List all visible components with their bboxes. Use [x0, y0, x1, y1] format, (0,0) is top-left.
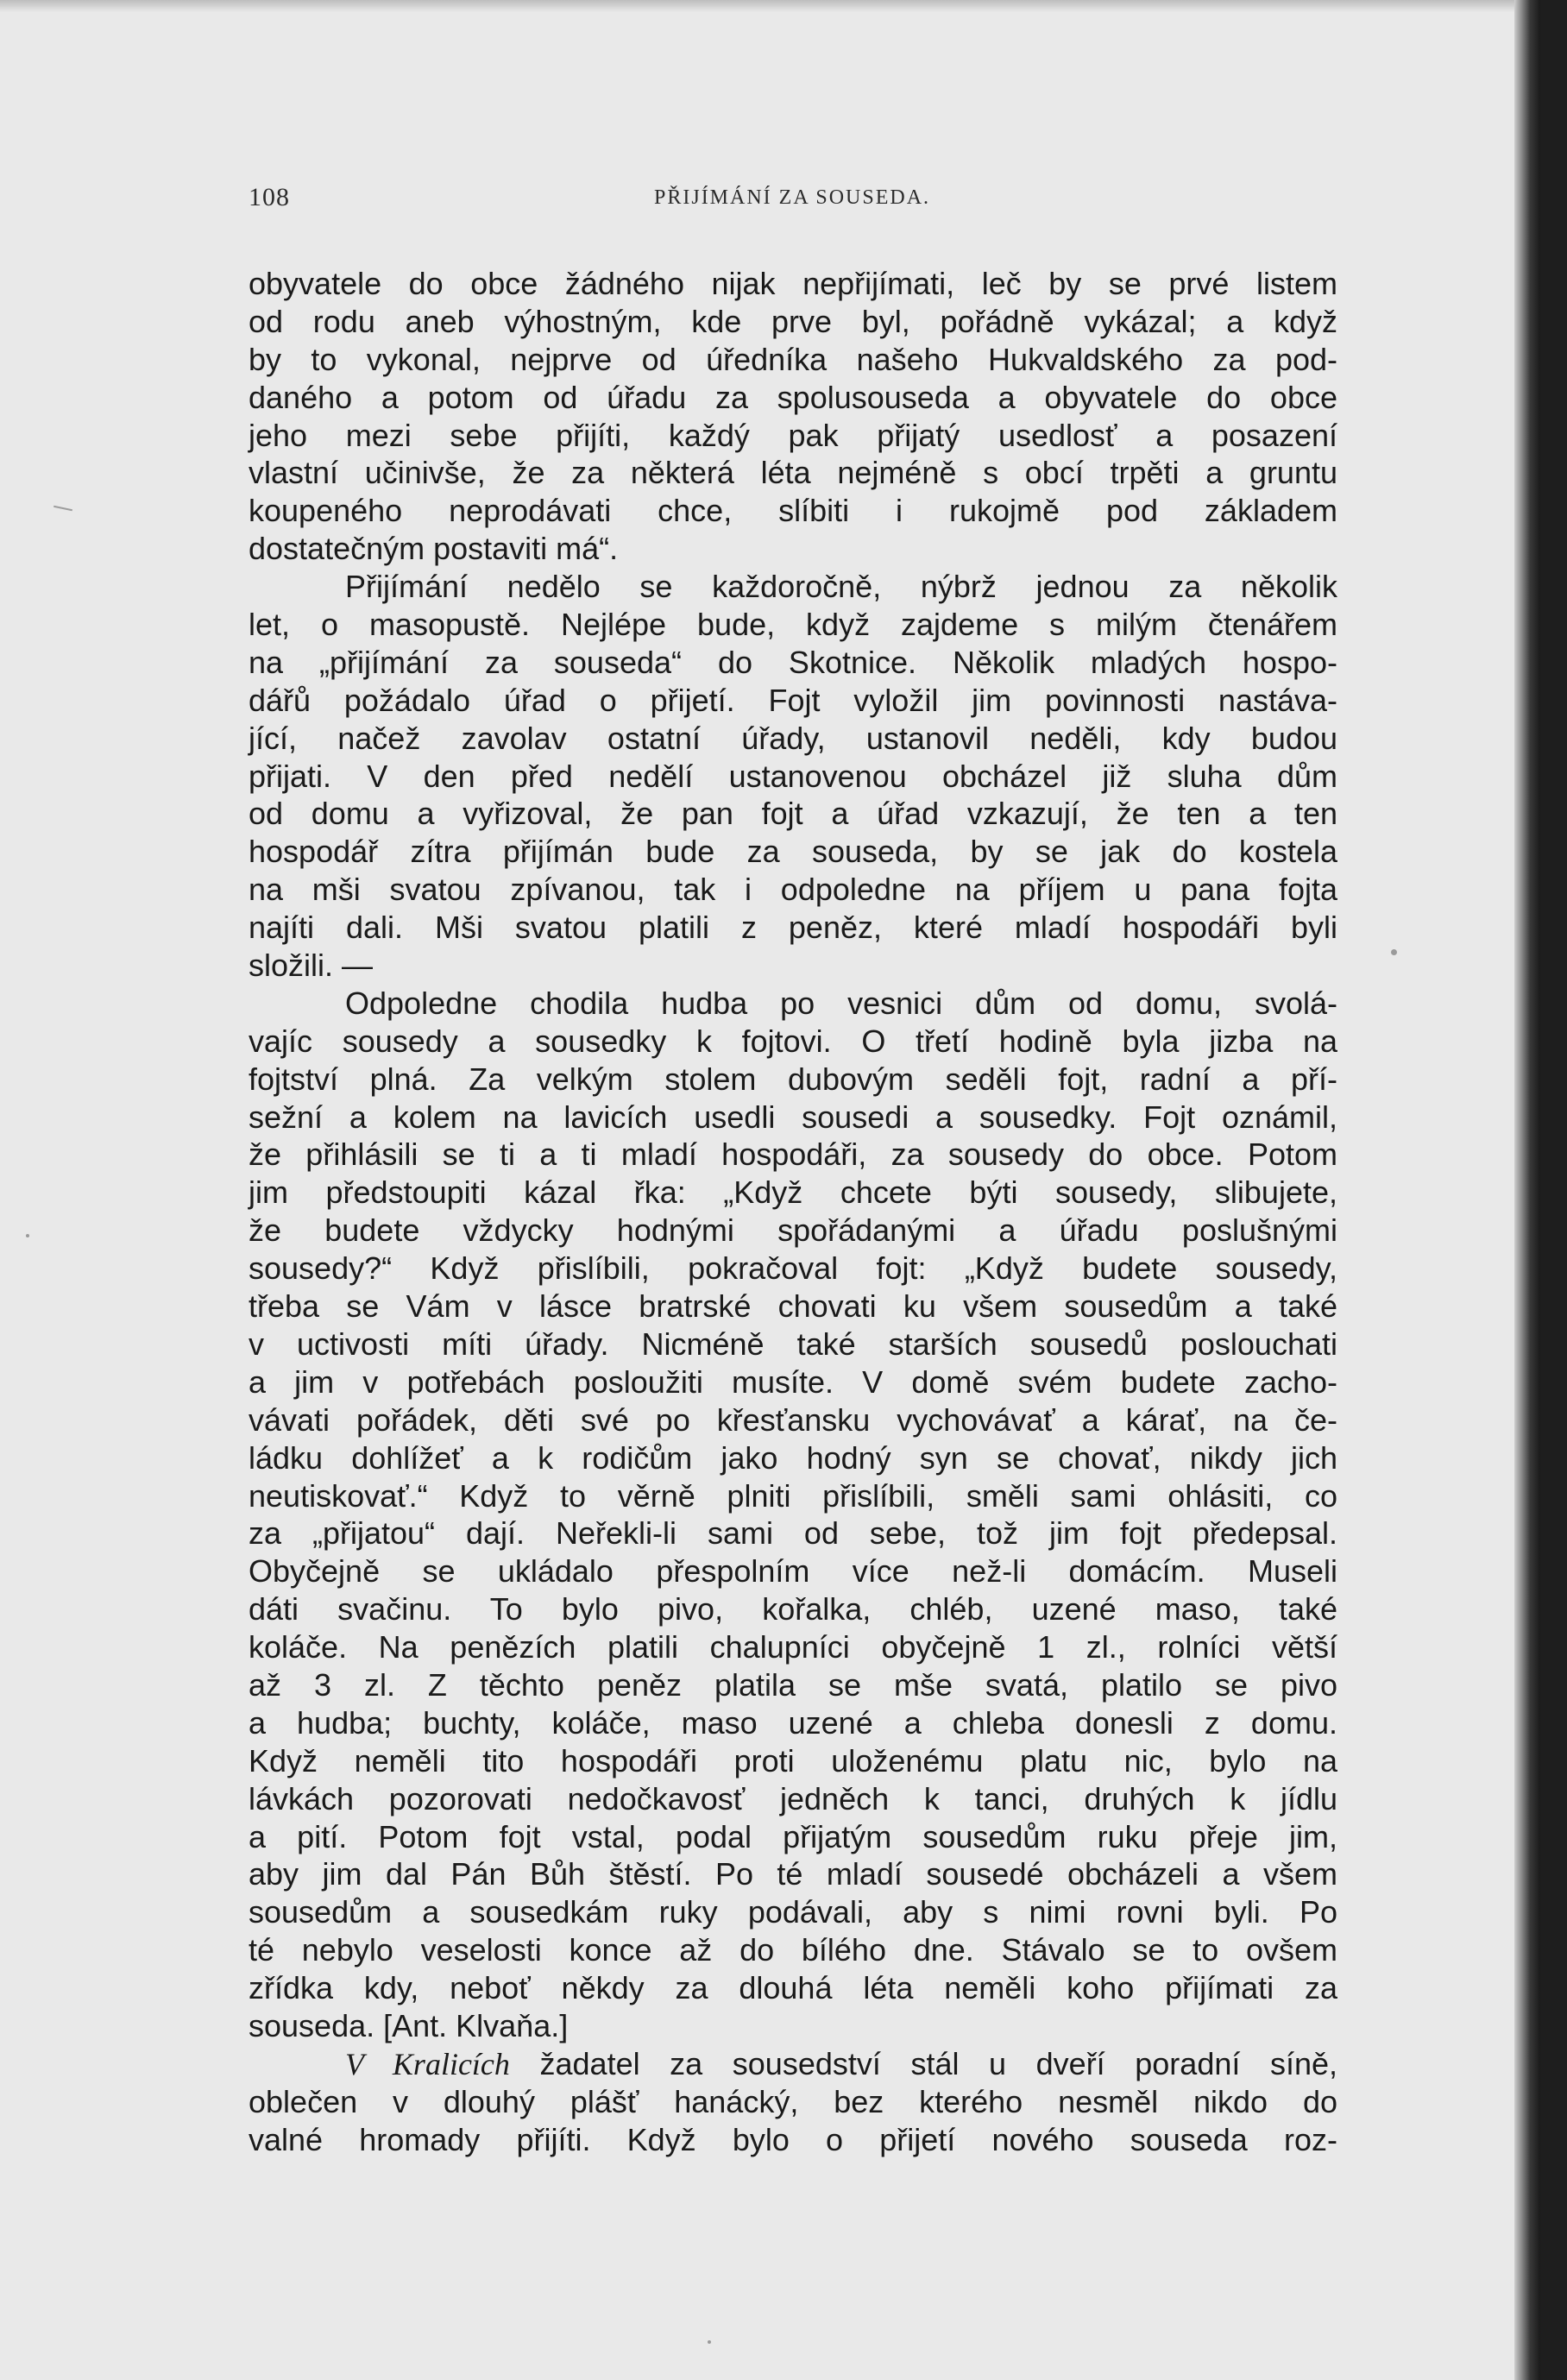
text-line: dářů požádalo úřad o přijetí. Fojt vyložil jim povinnosti nastáva-: [249, 682, 1337, 718]
text-line: na „přijímání za souseda“ do Skotnice. Několik mladých hospo-: [249, 644, 1337, 680]
text-line: vajíc sousedy a sousedky k fojtovi. O třetí hodině byla jizba na: [249, 1023, 1337, 1059]
text-line: koupeného neprodávati chce, slíbiti i rukojmě pod základem: [249, 493, 1337, 529]
text-line: sousedům a sousedkám ruky podávali, aby s nimi rovni byli. Po: [249, 1894, 1337, 1930]
text-line: daného a potom od úřadu za spolusouseda a obyvatele do obce: [249, 379, 1337, 415]
page-header: [249, 183, 1343, 217]
text-line: té nebylo veselosti konce až do bílého dne. Stávalo se to ovšem: [249, 1932, 1337, 1968]
text-line: a jim v potřebách posloužiti musíte. V domě svém budete zacho-: [249, 1363, 1337, 1400]
text-line: let, o masopustě. Nejlépe bude, když zajdeme s milým čtenářem: [249, 607, 1337, 643]
text-line: obyvatele do obce žádného nijak nepřijímati, leč by se prvé listem: [249, 266, 1337, 301]
text-line: lávkách pozorovati nedočkavosť jedněch k tanci, druhých k jídlu: [249, 1780, 1337, 1816]
text-line: od rodu aneb výhostným, kde prve byl, pořádně vykázal; a když: [249, 303, 1337, 339]
scan-speck: [1391, 949, 1397, 955]
scan-edge-shadow: [1514, 0, 1540, 2380]
text-line: neutiskovať.“ Když to věrně plniti přislíbili, směli sami ohlásiti, co: [249, 1477, 1337, 1514]
text-line: vávati pořádek, děti své po křesťansku vychovávať a kárať, na če-: [249, 1401, 1337, 1438]
text-line: jící, načež zavolav ostatní úřady, ustanovil neděli, kdy budou: [249, 720, 1337, 756]
text-line: sousedy?“ Když přislíbili, pokračoval fojt: „Když budete sousedy,: [249, 1250, 1337, 1287]
paragraph-start-line: Přijímání nedělo se každoročně, nýbrž jednou za několik: [345, 569, 1337, 605]
text-line: třeba se Vám v lásce bratrské chovati ku všem sousedům a také: [249, 1288, 1337, 1325]
text-line: koláče. Na penězích platili chalupníci obyčejně 1 zl., rolníci větší: [249, 1629, 1337, 1665]
text-line: jeho mezi sebe přijíti, každý pak přijatý usedlosť a posazení: [249, 417, 1337, 453]
text-line: valné hromady přijíti. Když bylo o přijetí nového souseda roz-: [249, 2121, 1337, 2157]
text-line: vlastní učinivše, že za některá léta nejméně s obcí trpěti a gruntu: [249, 455, 1337, 491]
text-line: dostatečným postaviti má“.: [249, 531, 619, 567]
text-line: že budete vždycky hodnými spořádanými a úřadu poslušnými: [249, 1212, 1337, 1249]
text-line: složili. —: [249, 948, 374, 984]
body-text: [249, 265, 1337, 2159]
text-line: dáti svačinu. To bylo pivo, kořalka, chléb, uzené maso, také: [249, 1591, 1337, 1628]
text-line: až 3 zl. Z těchto peněz platila se mše svatá, platilo se pivo: [249, 1666, 1337, 1703]
scan-speck: [708, 2340, 711, 2344]
scan-speck: [26, 1234, 29, 1237]
text-line: by to vykonal, nejprve od úředníka našeho Hukvaldského za pod-: [249, 341, 1337, 377]
text-line: hospodář zítra přijímán bude za souseda, by se jak do kostela: [249, 834, 1337, 870]
text-line: za „přijatou“ dají. Neřekli-li sami od sebe, tož jim fojt předepsal.: [249, 1515, 1337, 1552]
text-line: v uctivosti míti úřady. Nicméně také starších sousedů poslouchati: [249, 1325, 1337, 1362]
italic-place-name: V Kralicích: [345, 2046, 510, 2081]
text-line: fojtství plná. Za velkým stolem dubovým seděli fojt, radní a pří-: [249, 1061, 1337, 1097]
margin-mark: [53, 506, 72, 512]
text-line: souseda. [Ant. Klvaňa.]: [249, 2007, 569, 2043]
text-line: od domu a vyřizoval, že pan fojt a úřad vzkazují, že ten a ten: [249, 796, 1337, 832]
text-line: ládku dohlížeť a k rodičům jako hodný syn se chovať, nikdy jich: [249, 1439, 1337, 1476]
text-line-rest: žadatel za sousedství stál u dveří poradní síně,: [539, 2045, 1337, 2081]
text-line: že přihlásili se ti a ti mladí hospodáři, za sousedy do obce. Potom: [249, 1136, 1337, 1173]
paragraph-start-line: Odpoledne chodila hudba po vesnici dům od domu, svolá-: [345, 985, 1337, 1021]
text-line: Když neměli tito hospodáři proti uloženému platu nic, bylo na: [249, 1742, 1337, 1779]
text-line: aby jim dal Pán Bůh štěstí. Po té mladí sousedé obcházeli a všem: [249, 1856, 1337, 1892]
text-line: Obyčejně se ukládalo přespolním více než-li domácím. Museli: [249, 1553, 1337, 1590]
text-line: jim předstoupiti kázal řka: „Když chcete býti sousedy, slibujete,: [249, 1174, 1337, 1211]
text-line: zřídka kdy, neboť někdy za dlouhá léta neměli koho přijímati za: [249, 1970, 1337, 2006]
text-line: na mši svatou zpívanou, tak i odpoledne na příjem u pana fojta: [249, 872, 1337, 908]
text-line: najíti dali. Mši svatou platili z peněz, které mladí hospodáři byli: [249, 910, 1337, 946]
paragraph-start-line: [249, 2045, 1337, 2083]
text-line: přijati. V den před nedělí ustanovenou obcházel již sluha dům: [249, 758, 1337, 794]
running-title: PŘIJÍMÁNÍ ZA SOUSEDA.: [654, 186, 931, 209]
text-line: a pití. Potom fojt vstal, podal přijatým sousedům ruku přeje jim,: [249, 1818, 1337, 1854]
text-line: sežní a kolem na lavicích usedli sousedi a sousedky. Fojt oznámil,: [249, 1099, 1337, 1135]
text-line: a hudba; buchty, koláče, maso uzené a chleba donesli z domu.: [249, 1704, 1337, 1741]
text-line: oblečen v dlouhý plášť hanácký, bez kterého nesměl nikdo do: [249, 2083, 1337, 2119]
page-number: 108: [249, 183, 290, 211]
scan-top-edge: [0, 0, 1527, 12]
